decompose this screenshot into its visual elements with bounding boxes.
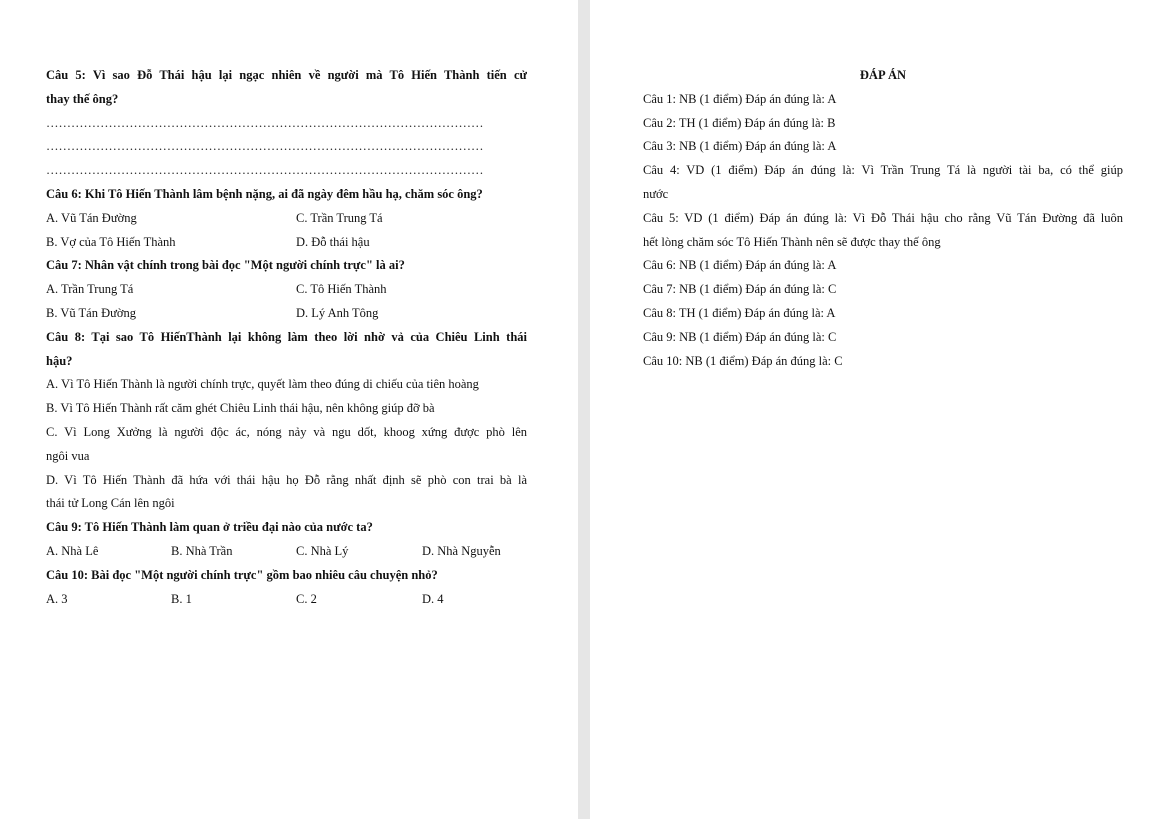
answer-7: Câu 7: NB (1 điểm) Đáp án đúng là: C xyxy=(643,282,837,297)
answer-2: Câu 2: TH (1 điểm) Đáp án đúng là: B xyxy=(643,115,836,130)
answer-1: Câu 1: NB (1 điểm) Đáp án đúng là: A xyxy=(643,91,837,106)
answer-10: Câu 10: NB (1 điểm) Đáp án đúng là: C xyxy=(643,353,843,368)
question-6-option-b: B. Vợ của Tô Hiến Thành xyxy=(46,234,176,249)
answer-blank-line-1: …………………………………………………………………………………………… xyxy=(46,115,484,130)
question-8-line-1: Câu 8: Tại sao Tô HiếnThành lại không làm theo lời nhờ vả của Chiêu Linh thái xyxy=(46,329,527,344)
question-9: Câu 9: Tô Hiến Thành làm quan ở triều đại nào của nước ta? xyxy=(46,520,373,535)
question-7-options-row-2 xyxy=(46,302,527,326)
question-5-line-2: thay thế ông? xyxy=(46,91,119,106)
question-7-option-c: C. Tô Hiến Thành xyxy=(296,282,387,297)
question-7-option-b: B. Vũ Tán Đường xyxy=(46,305,137,320)
question-7-option-d: D. Lý Anh Tông xyxy=(296,305,379,320)
answer-key-section xyxy=(643,64,1123,373)
question-10: Câu 10: Bài đọc "Một người chính trực" gồm bao nhiêu câu chuyện nhỏ? xyxy=(46,567,438,582)
question-6-option-a: A. Vũ Tán Đường xyxy=(46,210,137,225)
question-9-option-a: A. Nhà Lê xyxy=(46,543,99,558)
answer-5-line-2: hết lòng chăm sóc Tô Hiến Thành nên sẽ được thay thế ông xyxy=(643,234,941,249)
question-7-option-a: A. Trần Trung Tá xyxy=(46,282,134,297)
question-9-option-c: C. Nhà Lý xyxy=(296,543,349,558)
answer-6: Câu 6: NB (1 điểm) Đáp án đúng là: A xyxy=(643,258,837,273)
questions-section xyxy=(46,64,527,611)
answer-9: Câu 9: NB (1 điểm) Đáp án đúng là: C xyxy=(643,329,837,344)
answer-blank-line-2: …………………………………………………………………………………………… xyxy=(46,139,484,154)
document-page-right xyxy=(590,0,1170,819)
question-8-option-c-line-2: ngôi vua xyxy=(46,448,90,463)
question-10-option-d: D. 4 xyxy=(422,591,444,606)
question-7-options-row-1 xyxy=(46,278,527,302)
question-8-line-2: hậu? xyxy=(46,353,73,368)
question-8-option-b: B. Vì Tô Hiến Thành rất căm ghét Chiêu Linh thái hậu, nên không giúp đỡ bà xyxy=(46,401,435,416)
question-10-option-b: B. 1 xyxy=(171,591,192,606)
question-9-option-d: D. Nhà Nguyễn xyxy=(422,543,501,558)
question-5-line-1: Câu 5: Vì sao Đỗ Thái hậu lại ngạc nhiên về người mà Tô Hiến Thành tiến cử xyxy=(46,68,527,82)
question-8-option-c-line-1: C. Vì Long Xưởng là người độc ác, nóng nảy và ngu dốt, khoog xứng được phò lên xyxy=(46,424,527,439)
question-9-option-b: B. Nhà Trần xyxy=(171,543,233,558)
answer-4-line-2: nước xyxy=(643,186,669,201)
question-7: Câu 7: Nhân vật chính trong bài đọc "Một người chính trực" là ai? xyxy=(46,258,405,273)
page-gap xyxy=(578,0,590,819)
question-6-options-row-2 xyxy=(46,231,527,255)
question-6: Câu 6: Khi Tô Hiến Thành lâm bệnh nặng, ai đã ngày đêm hầu hạ, chăm sóc ông? xyxy=(46,186,483,201)
question-9-options-row xyxy=(46,540,527,564)
question-10-option-c: C. 2 xyxy=(296,591,317,606)
answer-4-line-1: Câu 4: VD (1 điểm) Đáp án đúng là: Vì Trần Trung Tá là người tài ba, có thể giúp xyxy=(643,163,1123,178)
question-8-option-a: A. Vì Tô Hiến Thành là người chính trực, quyết làm theo đúng di chiếu của tiên hoàng xyxy=(46,377,479,392)
document-page-left xyxy=(0,0,578,819)
answer-key-title: ĐÁP ÁN xyxy=(859,68,907,82)
answer-8: Câu 8: TH (1 điểm) Đáp án đúng là: A xyxy=(643,305,836,320)
answer-5-line-1: Câu 5: VD (1 điểm) Đáp án đúng là: Vì Đỗ Thái hậu cho rằng Vũ Tán Đường đã luôn xyxy=(643,210,1123,225)
question-6-option-d: D. Đỗ thái hậu xyxy=(296,234,370,249)
question-6-options-row-1 xyxy=(46,207,527,231)
question-10-options-row xyxy=(46,588,527,612)
question-10-option-a: A. 3 xyxy=(46,591,68,606)
answer-blank-line-3: …………………………………………………………………………………………… xyxy=(46,163,484,178)
answer-3: Câu 3: NB (1 điểm) Đáp án đúng là: A xyxy=(643,139,837,154)
question-8-option-d-line-1: D. Vì Tô Hiến Thành đã hứa với thái hậu họ Đỗ rằng nhất định sẽ phò con trai bà là xyxy=(46,472,527,487)
question-8-option-d-line-2: thái tử Long Cán lên ngôi xyxy=(46,496,175,511)
question-6-option-c: C. Trần Trung Tá xyxy=(296,210,383,225)
